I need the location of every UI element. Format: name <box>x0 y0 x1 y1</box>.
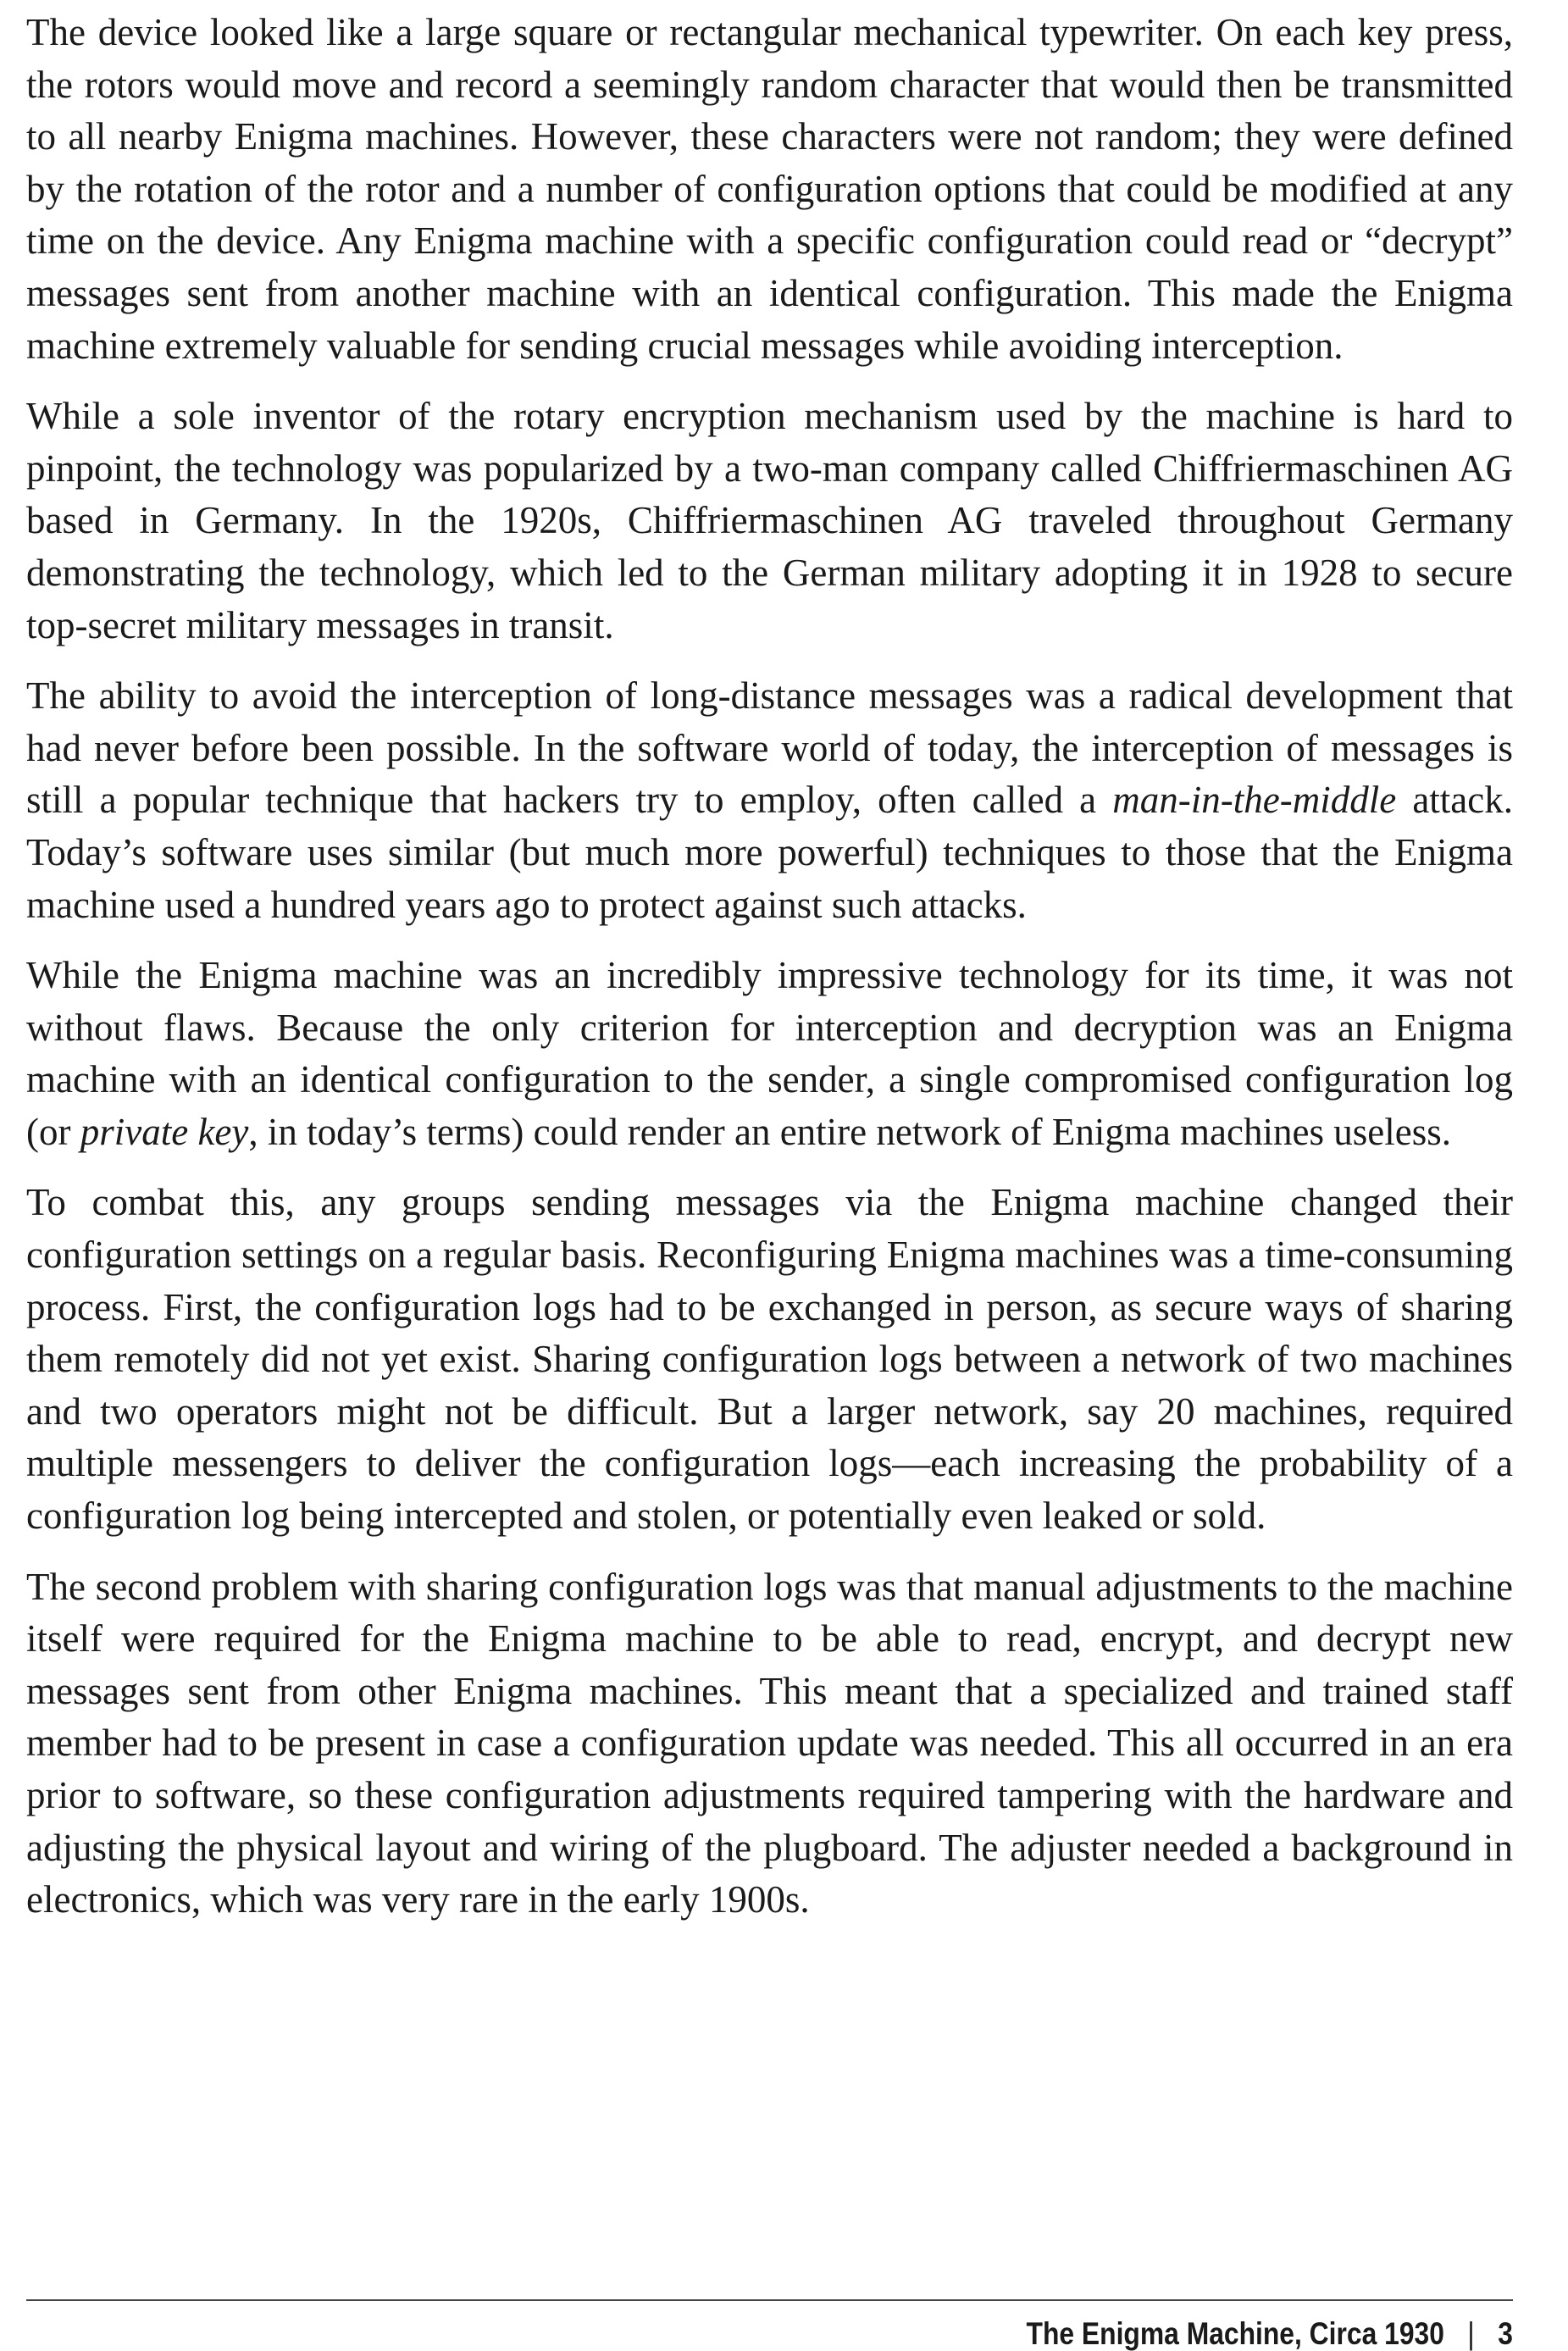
page-body <box>26 7 1513 1945</box>
paragraph-3 <box>26 670 1513 931</box>
paragraph-4 <box>26 950 1513 1158</box>
paragraph-2-text: While a sole inventor of the rotary encryption mechanism used by the machine is hard to pinpoint, the technology was popularized by a two-man company called Chiffriermaschinen AG based in Germany. In the 1920s, Chiffriermaschinen AG traveled throughout Germany demonstrating the technology, which led to the German military adopting it in 1928 to secure top-secret military messages in transit. <box>26 395 1513 646</box>
paragraph-4-text-start: While the Enigma machine was an incredibly impressive technology for its time, it was not without flaws. Because the only criterion for interception and decryption was an Enigma machine with an identical configuration to the sender, a single compromised configuration log (or <box>26 954 1513 1153</box>
footer-separator: | <box>1467 2316 1475 2351</box>
paragraph-3-emphasis: man-in-the-middle <box>1112 779 1397 822</box>
footer-page-number: 3 <box>1498 2316 1513 2351</box>
paragraph-6-text: The second problem with sharing configuration logs was that manual adjustments to the machine itself were required for the Enigma machine to be able to read, encrypt, and decrypt new messages sent from other Enigma machines. This meant that a specialized and trained staff member had to be present in case a configuration update was needed. This all occurred in an era prior to software, so these configuration adjustments required tampering with the hardware and adjusting the physical layout and wiring of the plugboard. The adjuster needed a background in electronics, which was very rare in the early 1900s. <box>26 1565 1513 1921</box>
paragraph-3-text-end: attack. Today’s software uses similar (but much more powerful) techniques to those that the Enigma machine used a hundred years ago to protect against such attacks. <box>26 779 1513 926</box>
paragraph-6 <box>26 1561 1513 1927</box>
paragraph-3-text-start: The ability to avoid the interception of long-distance messages was a radical development that had never before been possible. In the software world of today, the interception of messages is still a popular technique that hackers try to employ, often called a <box>26 674 1513 822</box>
footer-rule <box>26 2299 1513 2301</box>
paragraph-1-text: The device looked like a large square or rectangular mechanical typewriter. On each key press, the rotors would move and record a seemingly random character that would then be transmitted to all nearby Enigma machines. However, these characters were not random; they were defined by the rotation of the rotor and a number of configuration options that could be modified at any time on the device. Any Enigma machine with a specific configuration could read or “decrypt” messages sent from another machine with an identical configuration. This made the Enigma machine extremely valuable for sending crucial messages while avoiding interception. <box>26 11 1513 367</box>
paragraph-1 <box>26 7 1513 372</box>
paragraph-4-text-end: , in today’s terms) could render an entire network of Enigma machines useless. <box>248 1110 1451 1153</box>
page-footer <box>1027 2318 1513 2349</box>
paragraph-2 <box>26 391 1513 652</box>
paragraph-4-emphasis: private key <box>80 1110 249 1153</box>
footer-chapter-title: The Enigma Machine, Circa 1930 <box>1026 2316 1444 2351</box>
paragraph-5 <box>26 1177 1513 1542</box>
paragraph-5-text: To combat this, any groups sending messages via the Enigma machine changed their configuration settings on a regular basis. Reconfiguring Enigma machines was a time-consuming process. First, the configuration logs had to be exchanged in person, as secure ways of sharing them remotely did not yet exist. Sharing configuration logs between a network of two machines and two operators might not be difficult. But a larger network, say 20 machines, required multiple messengers to deliver the configuration logs—each increasing the probability of a configuration log being intercepted and stolen, or potentially even leaked or sold. <box>26 1181 1513 1538</box>
